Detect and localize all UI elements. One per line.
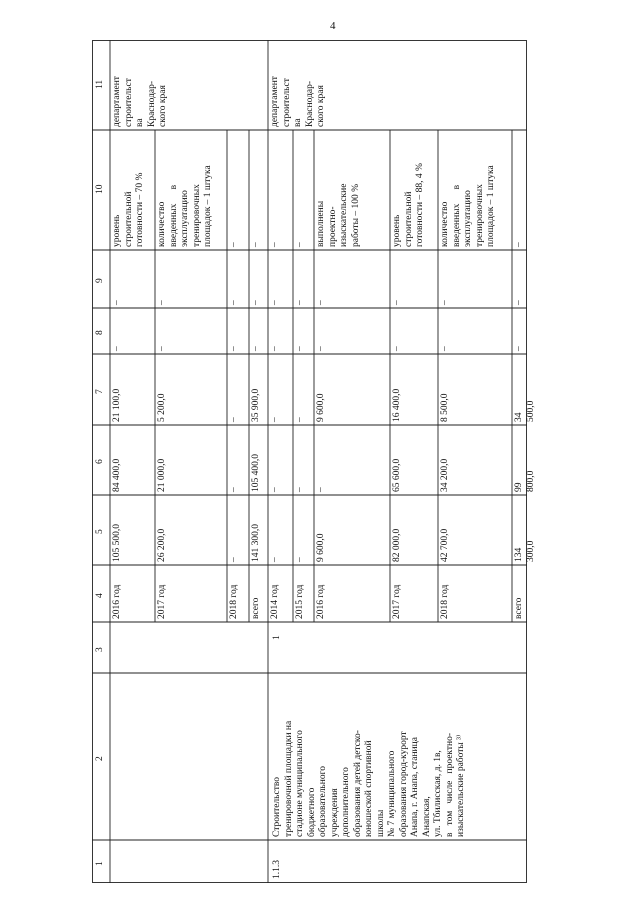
cell-c10: количество введенных в эксплуатацию тренировочных площадок – 1 штука: [440, 165, 496, 247]
cell-c10: –: [270, 242, 280, 247]
cell-c5: –: [270, 557, 280, 562]
cell-year: 2016 год: [112, 584, 122, 619]
cell-c9: –: [514, 300, 524, 305]
header-column-number: 3: [95, 646, 105, 652]
cell-c8: –: [316, 346, 326, 351]
cell-c10: выполнены проектно- изыскательские работы – 100 %: [316, 183, 361, 247]
cell-year: всего: [514, 597, 524, 619]
cell-c5: 9 600,0: [316, 533, 326, 562]
header-column-number: 1: [95, 860, 105, 866]
cell-c8: –: [157, 346, 167, 351]
cell-c5: 42 700,0: [440, 528, 450, 562]
header-column-number: 10: [95, 184, 105, 194]
cell-c9: –: [251, 300, 261, 305]
cell-c5: 82 000,0: [392, 528, 402, 562]
cell-c8: –: [251, 346, 261, 351]
cell-row-number: 1.1.3: [272, 860, 282, 879]
cell-c8: –: [392, 346, 402, 351]
cell-c8: –: [514, 346, 524, 351]
cell-c6: 65 600,0: [392, 458, 402, 492]
cell-c10: уровень строительной готовности – 88, 4 %: [392, 163, 425, 247]
header-column-number: 7: [95, 388, 105, 394]
cell-c9: –: [270, 300, 280, 305]
header-column-number: 5: [95, 529, 105, 534]
cell-c9: –: [229, 300, 239, 305]
cell-c7: –: [229, 417, 239, 422]
cell-c5: 134 300,0: [514, 540, 536, 562]
rotated-table: [92, 40, 536, 883]
cell-c7: –: [295, 417, 305, 422]
cell-c6: 105 400,0: [251, 454, 261, 492]
cell-c7: –: [270, 417, 280, 422]
cell-c5: 26 200,0: [157, 528, 167, 562]
page-number: 4: [330, 20, 336, 32]
cell-c5: 105 500,0: [112, 524, 122, 562]
cell-c9: –: [440, 300, 450, 305]
cell-c6: –: [229, 487, 239, 492]
cell-responsible: департамент строительст ва Краснодар- ского края: [270, 76, 326, 127]
cell-c6: –: [270, 487, 280, 492]
cell-c8: –: [229, 346, 239, 351]
cell-year: 2017 год: [392, 584, 402, 619]
header-column-number: 2: [95, 755, 105, 761]
cell-c7: 21 100,0: [112, 388, 122, 422]
cell-c10: уровень строительной готовности – 70 %: [112, 172, 145, 247]
cell-year: 2015 год: [295, 584, 305, 619]
cell-responsible: департамент строительст ва Краснодар- ского края: [112, 76, 168, 127]
cell-c8: –: [112, 346, 122, 351]
cell-c6: 34 200,0: [440, 458, 450, 492]
header-column-number: 9: [95, 278, 105, 283]
cell-c7: 34 500,0: [514, 400, 536, 422]
cell-year: всего: [251, 597, 261, 619]
header-column-number: 8: [95, 330, 105, 335]
header-column-number: 11: [95, 79, 105, 89]
cell-c9: –: [392, 300, 402, 305]
cell-c9: –: [295, 300, 305, 305]
cell-year: 2018 год: [440, 584, 450, 619]
cell-c7: 8 500,0: [440, 393, 450, 422]
cell-year: 2017 год: [157, 584, 167, 619]
cell-c6: 84 400,0: [112, 458, 122, 492]
cell-c6: –: [316, 487, 326, 492]
cell-year: 2016 год: [316, 584, 326, 619]
cell-c8: –: [270, 346, 280, 351]
cell-c10: –: [295, 242, 305, 247]
cell-c10: –: [251, 242, 261, 247]
cell-c7: 35 900,0: [251, 388, 261, 422]
cell-c10: –: [514, 242, 524, 247]
cell-year: 2018 год: [229, 584, 239, 619]
cell-col3: 1: [272, 635, 282, 640]
cell-c7: 9 600,0: [316, 393, 326, 422]
cell-c6: 21 000,0: [157, 458, 167, 492]
cell-c5: 141 300,0: [251, 524, 261, 562]
header-column-number: 4: [95, 592, 105, 598]
cell-c7: 16 400,0: [392, 388, 402, 422]
cell-c8: –: [440, 346, 450, 351]
cell-c10: –: [229, 242, 239, 247]
cell-c8: –: [295, 346, 305, 351]
cell-c5: –: [295, 557, 305, 562]
cell-year: 2014 год: [270, 584, 280, 619]
cell-c6: –: [295, 487, 305, 492]
cell-c7: 5 200,0: [157, 393, 167, 422]
cell-c5: –: [229, 557, 239, 562]
cell-activity-name: Строительство тренировочной площадки на стадионе муниципального бюджетного образовательного учреждения дополнительного образования детей детско- юношеской спортивной школы № 7 муниципального образования город-курорт Анапа, г. Анапа, станица Анапская, ул. Тбилисская, д. 1в, в том числе проектно- изыскательские работы ³⁾: [272, 720, 466, 837]
cell-c9: –: [112, 300, 122, 305]
cell-c10: количество введенных в эксплуатацию тренировочных площадок – 1 штука: [157, 165, 213, 247]
cell-c9: –: [316, 300, 326, 305]
cell-c9: –: [157, 300, 167, 305]
cell-c6: 99 800,0: [514, 470, 536, 492]
header-column-number: 6: [95, 459, 105, 464]
